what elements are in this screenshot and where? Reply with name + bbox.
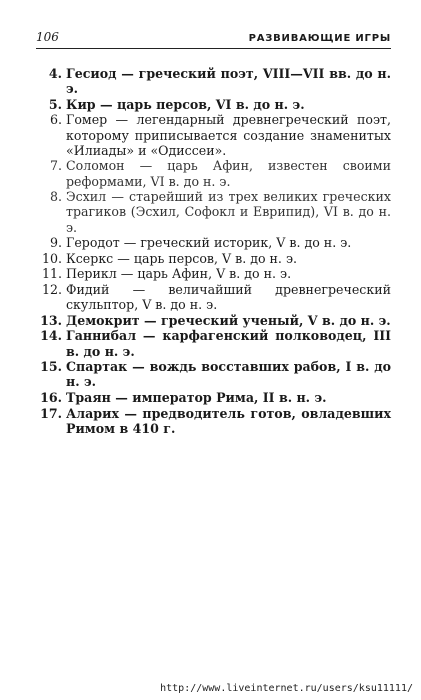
item-text: Соломон — царь Афин, известен своими реформами, VI в. до н. э. xyxy=(66,158,391,189)
list-item xyxy=(36,251,391,266)
item-number: 14. xyxy=(40,328,62,344)
item-number: 12. xyxy=(41,281,62,297)
watermark-url: http://www.liveinternet.ru/users/ksu11111/ xyxy=(160,683,413,694)
list-item xyxy=(36,359,391,389)
item-number: 5. xyxy=(48,96,62,112)
item-text: Геродот — греческий историк, V в. до н. э. xyxy=(66,235,352,251)
item-text: Фидий — величайший древнегреческий скульптор, V в. до н. э. xyxy=(66,281,391,313)
item-text: Аларих — предводитель готов, овладевших Римом в 410 г. xyxy=(66,405,391,436)
item-number: 16. xyxy=(40,389,62,405)
running-title: РАЗВИВАЮЩИЕ ИГРЫ xyxy=(248,33,391,44)
item-number: 10. xyxy=(41,250,62,266)
page-header xyxy=(36,30,391,49)
item-text: Спартак — вождь восставших рабов, I в. до н. э. xyxy=(66,359,391,390)
item-number: 8. xyxy=(49,189,62,205)
list-item xyxy=(36,235,391,250)
list-item xyxy=(36,266,391,281)
item-number: 7. xyxy=(49,158,62,174)
item-text: Демокрит — греческий ученый, V в. до н. э. xyxy=(66,312,391,328)
list-item xyxy=(36,158,391,188)
page-number: 106 xyxy=(36,30,59,44)
item-text: Перикл — царь Афин, V в. до н. э. xyxy=(66,266,292,282)
item-text: Гесиод — греческий поэт, VIII—VII вв. до н. э. xyxy=(66,66,391,97)
item-text: Траян — император Рима, II в. н. э. xyxy=(66,389,327,405)
list-item xyxy=(36,390,391,405)
list-item xyxy=(36,97,391,112)
item-number: 13. xyxy=(40,312,62,328)
list-item xyxy=(36,112,391,158)
list-item xyxy=(36,328,391,358)
list-item xyxy=(36,282,391,312)
item-text: Ганнибал — карфагенский полководец, III в. до н. э. xyxy=(66,328,391,359)
item-number: 11. xyxy=(41,266,62,282)
list-item xyxy=(36,313,391,328)
item-text: Кир — царь персов, VI в. до н. э. xyxy=(66,96,305,112)
item-number: 17. xyxy=(40,405,62,421)
list-item xyxy=(36,189,391,235)
item-text: Эсхил — старейший из трех великих греческих трагиков (Эсхил, Софокл и Еврипид), VI в. до н. э. xyxy=(66,189,391,235)
list-item xyxy=(36,66,391,96)
item-number: 4. xyxy=(48,66,62,81)
item-number: 6. xyxy=(49,112,62,128)
item-number: 9. xyxy=(49,235,62,251)
item-text: Ксеркс — царь персов, V в. до н. э. xyxy=(66,250,297,266)
numbered-list xyxy=(36,66,391,436)
item-number: 15. xyxy=(40,359,62,375)
list-item xyxy=(36,406,391,436)
item-text: Гомер — легендарный древнегреческий поэт, которому приписывается создание знаменитых «Илиады» и «Одиссеи». xyxy=(66,112,391,158)
